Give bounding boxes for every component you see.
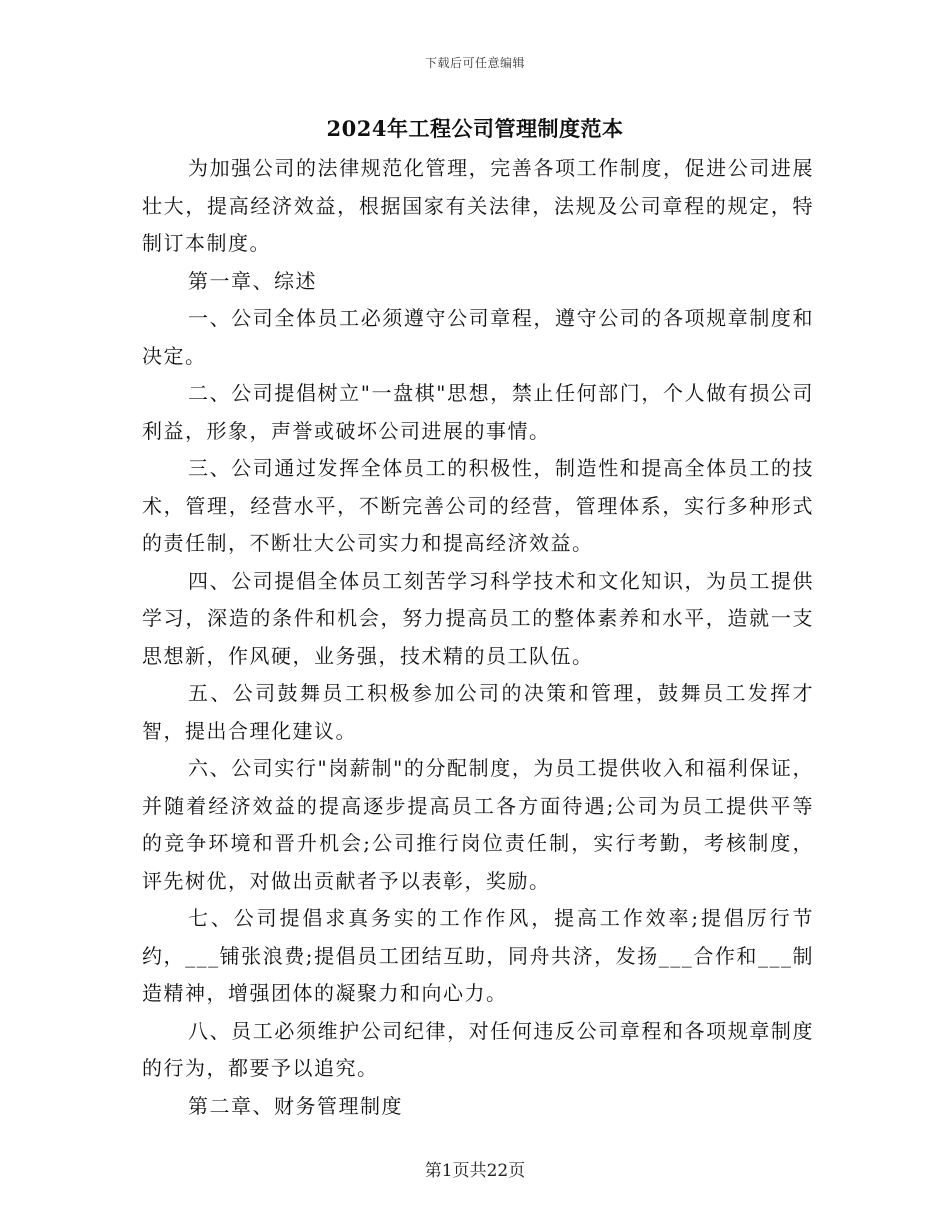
chapter-heading-2: 第二章、财务管理制度 [188,1093,403,1118]
paragraph-item-1: 一、公司全体员工必须遵守公司章程，遵守公司的各项规章制度和决定。 [142,306,814,368]
paragraph-intro: 为加强公司的法律规范化管理，完善各项工作制度，促进公司进展壮大，提高经济效益，根据国家有关法律，法规及公司章程的规定，特制订本制度。 [142,156,814,255]
chapter-heading-1: 第一章、综述 [188,268,317,293]
document-title: 2024年工程公司管理制度范本 [326,116,624,141]
paragraph-item-6: 六、公司实行"岗薪制"的分配制度，为员工提供收入和福利保证，并随着经济效益的提高逐步提高员工各方面待遇;公司为员工提供平等的竞争环境和晋升机会;公司推行岗位责任制，实行考勤，考核制度，评先树优，对做出贡献者予以表彰，奖励。 [142,756,814,893]
paragraph-item-5: 五、公司鼓舞员工积极参加公司的决策和管理，鼓舞员工发挥才智，提出合理化建议。 [142,681,814,743]
page-number-footer: 第1页共22页 [424,1161,526,1181]
paragraph-item-2: 二、公司提倡树立"一盘棋"思想，禁止任何部门，个人做有损公司利益，形象，声誉或破坏公司进展的事情。 [142,381,814,443]
header-note: 下载后可任意编辑 [424,56,525,70]
paragraph-item-8: 八、员工必须维护公司纪律，对任何违反公司章程和各项规章制度的行为，都要予以追究。 [142,1018,814,1080]
paragraph-item-4: 四、公司提倡全体员工刻苦学习科学技术和文化知识，为员工提供学习，深造的条件和机会，努力提高员工的整体素养和水平，造就一支思想新，作风硬，业务强，技术精的员工队伍。 [142,568,814,668]
paragraph-item-7: 七、公司提倡求真务实的工作作风，提高工作效率;提倡厉行节约，___铺张浪费;提倡员工团结互助，同舟共济，发扬___合作和___制造精神，增强团体的凝聚力和向心力。 [142,906,814,1005]
document-body [142,150,814,1125]
paragraph-item-3: 三、公司通过发挥全体员工的积极性，制造性和提高全体员工的技术，管理，经营水平，不断完善公司的经营，管理体系，实行多种形式的责任制，不断壮大公司实力和提高经济效益。 [142,456,814,555]
